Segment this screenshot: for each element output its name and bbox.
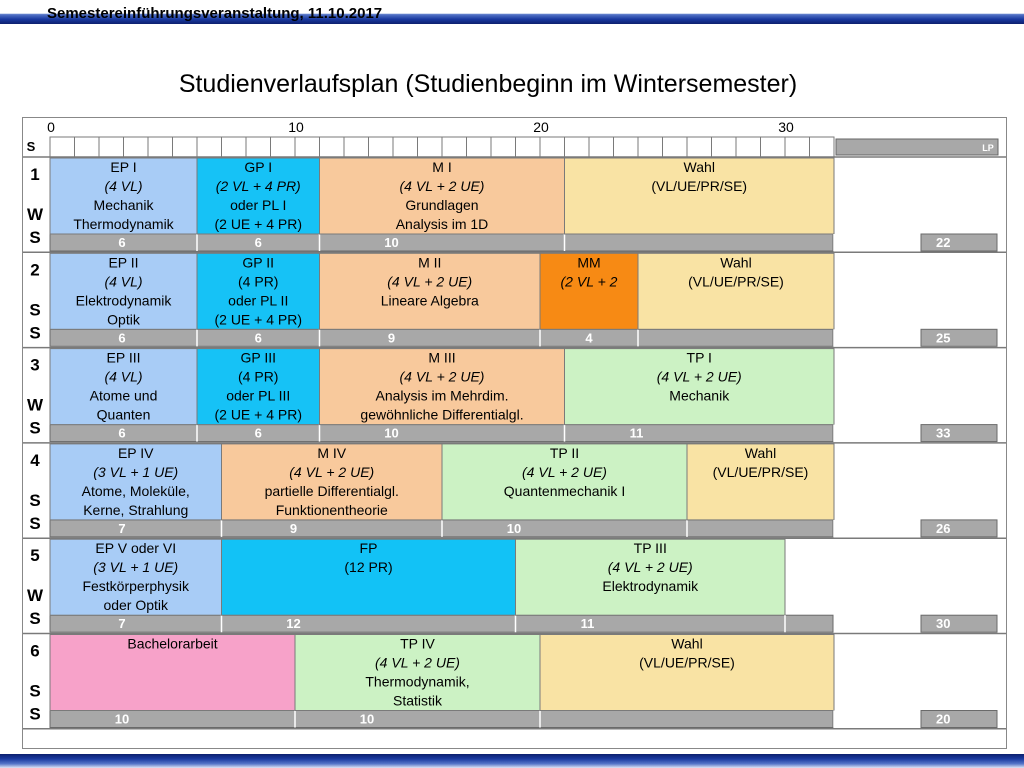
lp-bar bbox=[50, 425, 833, 442]
scale-cell bbox=[810, 137, 835, 157]
scale-cell bbox=[271, 137, 296, 157]
module-text: (2 UE + 4 PR) bbox=[214, 311, 303, 328]
scale-cell bbox=[687, 137, 712, 157]
module-text: Elektrodynamik bbox=[75, 292, 172, 309]
module-text: Lineare Algebra bbox=[380, 292, 479, 309]
module-text: Festkörperphysik bbox=[82, 578, 190, 595]
module-text: (4 VL) bbox=[104, 273, 143, 290]
scale-cell bbox=[516, 137, 541, 157]
module-text: EP V oder VI bbox=[95, 540, 177, 557]
module-text: EP III bbox=[106, 349, 141, 366]
module-text: GP III bbox=[240, 349, 277, 366]
semester-season-letter: W bbox=[26, 205, 44, 224]
lp-total-value: 30 bbox=[936, 616, 951, 632]
module-text: Kerne, Strahlung bbox=[83, 501, 189, 518]
scale-tick-label: 30 bbox=[778, 119, 794, 135]
module-text: Mechanik bbox=[669, 387, 730, 404]
lp-module-value: 6 bbox=[254, 330, 262, 346]
lp-total-box bbox=[921, 329, 997, 346]
semester-season-letter: S bbox=[29, 513, 41, 533]
module-text: (2 VL + 4 PR) bbox=[215, 178, 301, 194]
scale-cell bbox=[99, 137, 124, 157]
scale-cell bbox=[540, 137, 565, 157]
scale-tick-label: 10 bbox=[288, 119, 304, 135]
semester-season-letter: S bbox=[29, 490, 41, 510]
module-text: M IV bbox=[317, 444, 347, 461]
module-text: Elektrodynamik bbox=[602, 578, 699, 595]
lp-module-value: 11 bbox=[629, 425, 644, 441]
lp-module-value: 6 bbox=[118, 425, 126, 441]
module-text: Atome, Moleküle, bbox=[81, 482, 190, 499]
lp-module-value: 6 bbox=[254, 235, 262, 250]
module-text: (4 VL + 2 UE) bbox=[399, 178, 485, 194]
module-text: Thermodynamik bbox=[73, 216, 174, 232]
scale-cell bbox=[491, 137, 516, 157]
module-text: GP I bbox=[244, 159, 273, 175]
lp-module-value: 6 bbox=[254, 425, 262, 441]
scale-cell bbox=[663, 137, 688, 157]
module-text: GP II bbox=[242, 254, 275, 271]
scale-cell bbox=[295, 137, 320, 157]
semester-season-letter: S bbox=[29, 681, 41, 701]
scale-cell bbox=[369, 137, 394, 157]
semester-season-letter: W bbox=[26, 586, 44, 606]
module-text: oder PL III bbox=[226, 387, 291, 404]
module-text: (4 VL) bbox=[104, 368, 143, 385]
module-text: Thermodynamik, bbox=[365, 673, 470, 690]
lp-bar bbox=[50, 615, 833, 632]
semester-season-letter: S bbox=[29, 418, 41, 438]
lp-module-value: 9 bbox=[289, 520, 298, 536]
scale-cell bbox=[173, 137, 198, 157]
scale-tick-label: 20 bbox=[533, 119, 549, 135]
page-title: Studienverlaufsplan (Studienbeginn im Wintersemester) bbox=[178, 70, 798, 98]
semester-number: 1 bbox=[30, 165, 40, 184]
semester-number: 4 bbox=[30, 450, 40, 470]
module-text: Grundlagen bbox=[405, 197, 479, 213]
scale-cell bbox=[246, 137, 271, 157]
scale-cell bbox=[148, 137, 173, 157]
scale-cell bbox=[50, 137, 75, 157]
module-text: (3 VL + 1 UE) bbox=[93, 559, 179, 576]
event-header: Semestereinführungsveranstaltung, 11.10.2017 bbox=[47, 5, 383, 22]
lp-module-value: 12 bbox=[286, 616, 301, 632]
scale-cell bbox=[320, 137, 345, 157]
lp-bar bbox=[50, 329, 833, 346]
semester-season-letter: W bbox=[26, 395, 44, 415]
module-text: Optik bbox=[107, 311, 140, 328]
semester-number: 3 bbox=[30, 355, 40, 375]
module-text: (4 VL + 2 UE) bbox=[656, 368, 742, 385]
scale-cell bbox=[736, 137, 761, 157]
lp-module-value: 7 bbox=[118, 520, 126, 536]
module-text: partielle Differentialgl. bbox=[264, 482, 399, 499]
lp-total-value: 25 bbox=[936, 330, 951, 346]
module-text: (4 VL + 2 UE) bbox=[399, 368, 485, 385]
semester-season-letter: S bbox=[29, 300, 41, 320]
module-text: (4 VL + 2 UE) bbox=[375, 654, 460, 671]
lp-module-value: 10 bbox=[114, 711, 130, 727]
lp-module-value: 7 bbox=[118, 616, 126, 632]
module-text: Wahl bbox=[720, 254, 752, 271]
module-text: (4 VL) bbox=[104, 178, 143, 194]
semester-number: 5 bbox=[30, 546, 40, 566]
lp-total-box bbox=[921, 520, 997, 537]
module-text: Wahl bbox=[671, 635, 703, 652]
module-text: M II bbox=[418, 254, 442, 271]
study-plan-grid bbox=[23, 118, 1006, 748]
scale-cell bbox=[418, 137, 443, 157]
lp-total-box bbox=[921, 425, 997, 442]
module-text: Quanten bbox=[96, 406, 151, 423]
lp-total-value: 26 bbox=[936, 520, 951, 536]
semester-number: 6 bbox=[30, 641, 40, 661]
semester-season-letter: S bbox=[29, 323, 41, 343]
module-text: (3 VL + 1 UE) bbox=[93, 463, 179, 480]
module-text: (2 UE + 4 PR) bbox=[214, 406, 303, 423]
scale-cell bbox=[785, 137, 810, 157]
module-text: (2 VL + 2 bbox=[560, 273, 618, 290]
module-text: (4 VL + 2 UE) bbox=[522, 463, 607, 480]
module-text: (2 UE + 4 PR) bbox=[214, 216, 303, 232]
module-text: Atome und bbox=[89, 387, 158, 404]
bottom-bar bbox=[0, 754, 1024, 768]
module-text: Analysis im 1D bbox=[395, 216, 489, 232]
module-text: EP IV bbox=[117, 444, 154, 461]
module-text: (VL/UE/PR/SE) bbox=[712, 463, 809, 480]
module-text: oder Optik bbox=[103, 597, 169, 614]
scale-cell bbox=[344, 137, 369, 157]
module-text: gewöhnliche Differentialgl. bbox=[360, 406, 524, 423]
lp-module-value: 6 bbox=[118, 330, 126, 346]
module-text: Bachelorarbeit bbox=[127, 635, 218, 652]
module-text: Statistik bbox=[392, 692, 443, 709]
module-text: Wahl bbox=[683, 159, 715, 175]
module-text: (VL/UE/PR/SE) bbox=[651, 178, 748, 194]
lp-module-value: 6 bbox=[118, 235, 126, 250]
lp-bar bbox=[50, 234, 833, 251]
module-text: FP bbox=[359, 540, 378, 557]
module-text: MM bbox=[577, 254, 601, 271]
module-text: (4 PR) bbox=[238, 368, 279, 385]
scale-lp-label: LP bbox=[982, 143, 994, 153]
lp-module-value: 10 bbox=[506, 520, 522, 536]
scale-cell bbox=[75, 137, 100, 157]
scale-row-label: S bbox=[26, 139, 36, 154]
module-text: (12 PR) bbox=[344, 559, 393, 576]
module-text: oder PL II bbox=[228, 292, 289, 309]
module-text: Funktionentheorie bbox=[275, 501, 388, 518]
module-text: (VL/UE/PR/SE) bbox=[639, 654, 735, 671]
scale-cell bbox=[638, 137, 663, 157]
lp-total-box bbox=[921, 615, 997, 632]
scale-cell bbox=[589, 137, 614, 157]
semester-season-letter: S bbox=[29, 228, 41, 247]
semester-season-letter: S bbox=[29, 704, 41, 724]
module-text: (4 PR) bbox=[238, 273, 279, 290]
module-text: (4 VL + 2 UE) bbox=[387, 273, 473, 290]
semester-season-letter: S bbox=[29, 609, 41, 629]
module-text: Wahl bbox=[744, 444, 777, 461]
scale-cell bbox=[565, 137, 590, 157]
scale-cell bbox=[467, 137, 492, 157]
module-text: TP IV bbox=[400, 635, 435, 652]
scale-lp-cell bbox=[836, 139, 998, 155]
lp-total-value: 22 bbox=[936, 235, 951, 250]
lp-total-box bbox=[921, 234, 997, 251]
lp-module-value: 10 bbox=[384, 425, 399, 441]
module-text: Mechanik bbox=[93, 197, 154, 213]
module-text: TP III bbox=[633, 540, 667, 557]
module-text: TP I bbox=[686, 349, 712, 366]
lp-module-value: 11 bbox=[580, 616, 595, 632]
scale-cell bbox=[197, 137, 222, 157]
module-text: Quantenmechanik I bbox=[503, 482, 626, 499]
lp-module-value: 10 bbox=[384, 235, 399, 250]
lp-module-value: 9 bbox=[387, 330, 396, 346]
study-plan-table bbox=[22, 117, 1007, 749]
scale-cell bbox=[614, 137, 639, 157]
module-text: (VL/UE/PR/SE) bbox=[688, 273, 784, 290]
module-text: (4 VL + 2 UE) bbox=[607, 559, 693, 576]
scale-cell bbox=[761, 137, 786, 157]
module-text: (4 VL + 2 UE) bbox=[289, 463, 375, 480]
module-text: TP II bbox=[549, 444, 580, 461]
lp-total-value: 20 bbox=[936, 711, 951, 727]
scale-cell bbox=[124, 137, 149, 157]
lp-total-box bbox=[921, 711, 997, 728]
lp-bar bbox=[50, 711, 833, 728]
lp-total-value: 33 bbox=[936, 425, 951, 441]
module-text: EP II bbox=[108, 254, 139, 271]
lp-module-value: 4 bbox=[585, 330, 593, 346]
module-text: M III bbox=[428, 349, 456, 366]
module-text: oder PL I bbox=[230, 197, 287, 213]
scale-cell bbox=[712, 137, 737, 157]
scale-tick-label: 0 bbox=[47, 119, 55, 135]
module-text: EP I bbox=[110, 159, 137, 175]
lp-module-value: 10 bbox=[359, 711, 375, 727]
scale-cell bbox=[222, 137, 247, 157]
module-text: Analysis im Mehrdim. bbox=[375, 387, 509, 404]
scale-cell bbox=[393, 137, 418, 157]
semester-number: 2 bbox=[30, 260, 40, 280]
module-text: M I bbox=[432, 159, 452, 175]
scale-cell bbox=[442, 137, 467, 157]
